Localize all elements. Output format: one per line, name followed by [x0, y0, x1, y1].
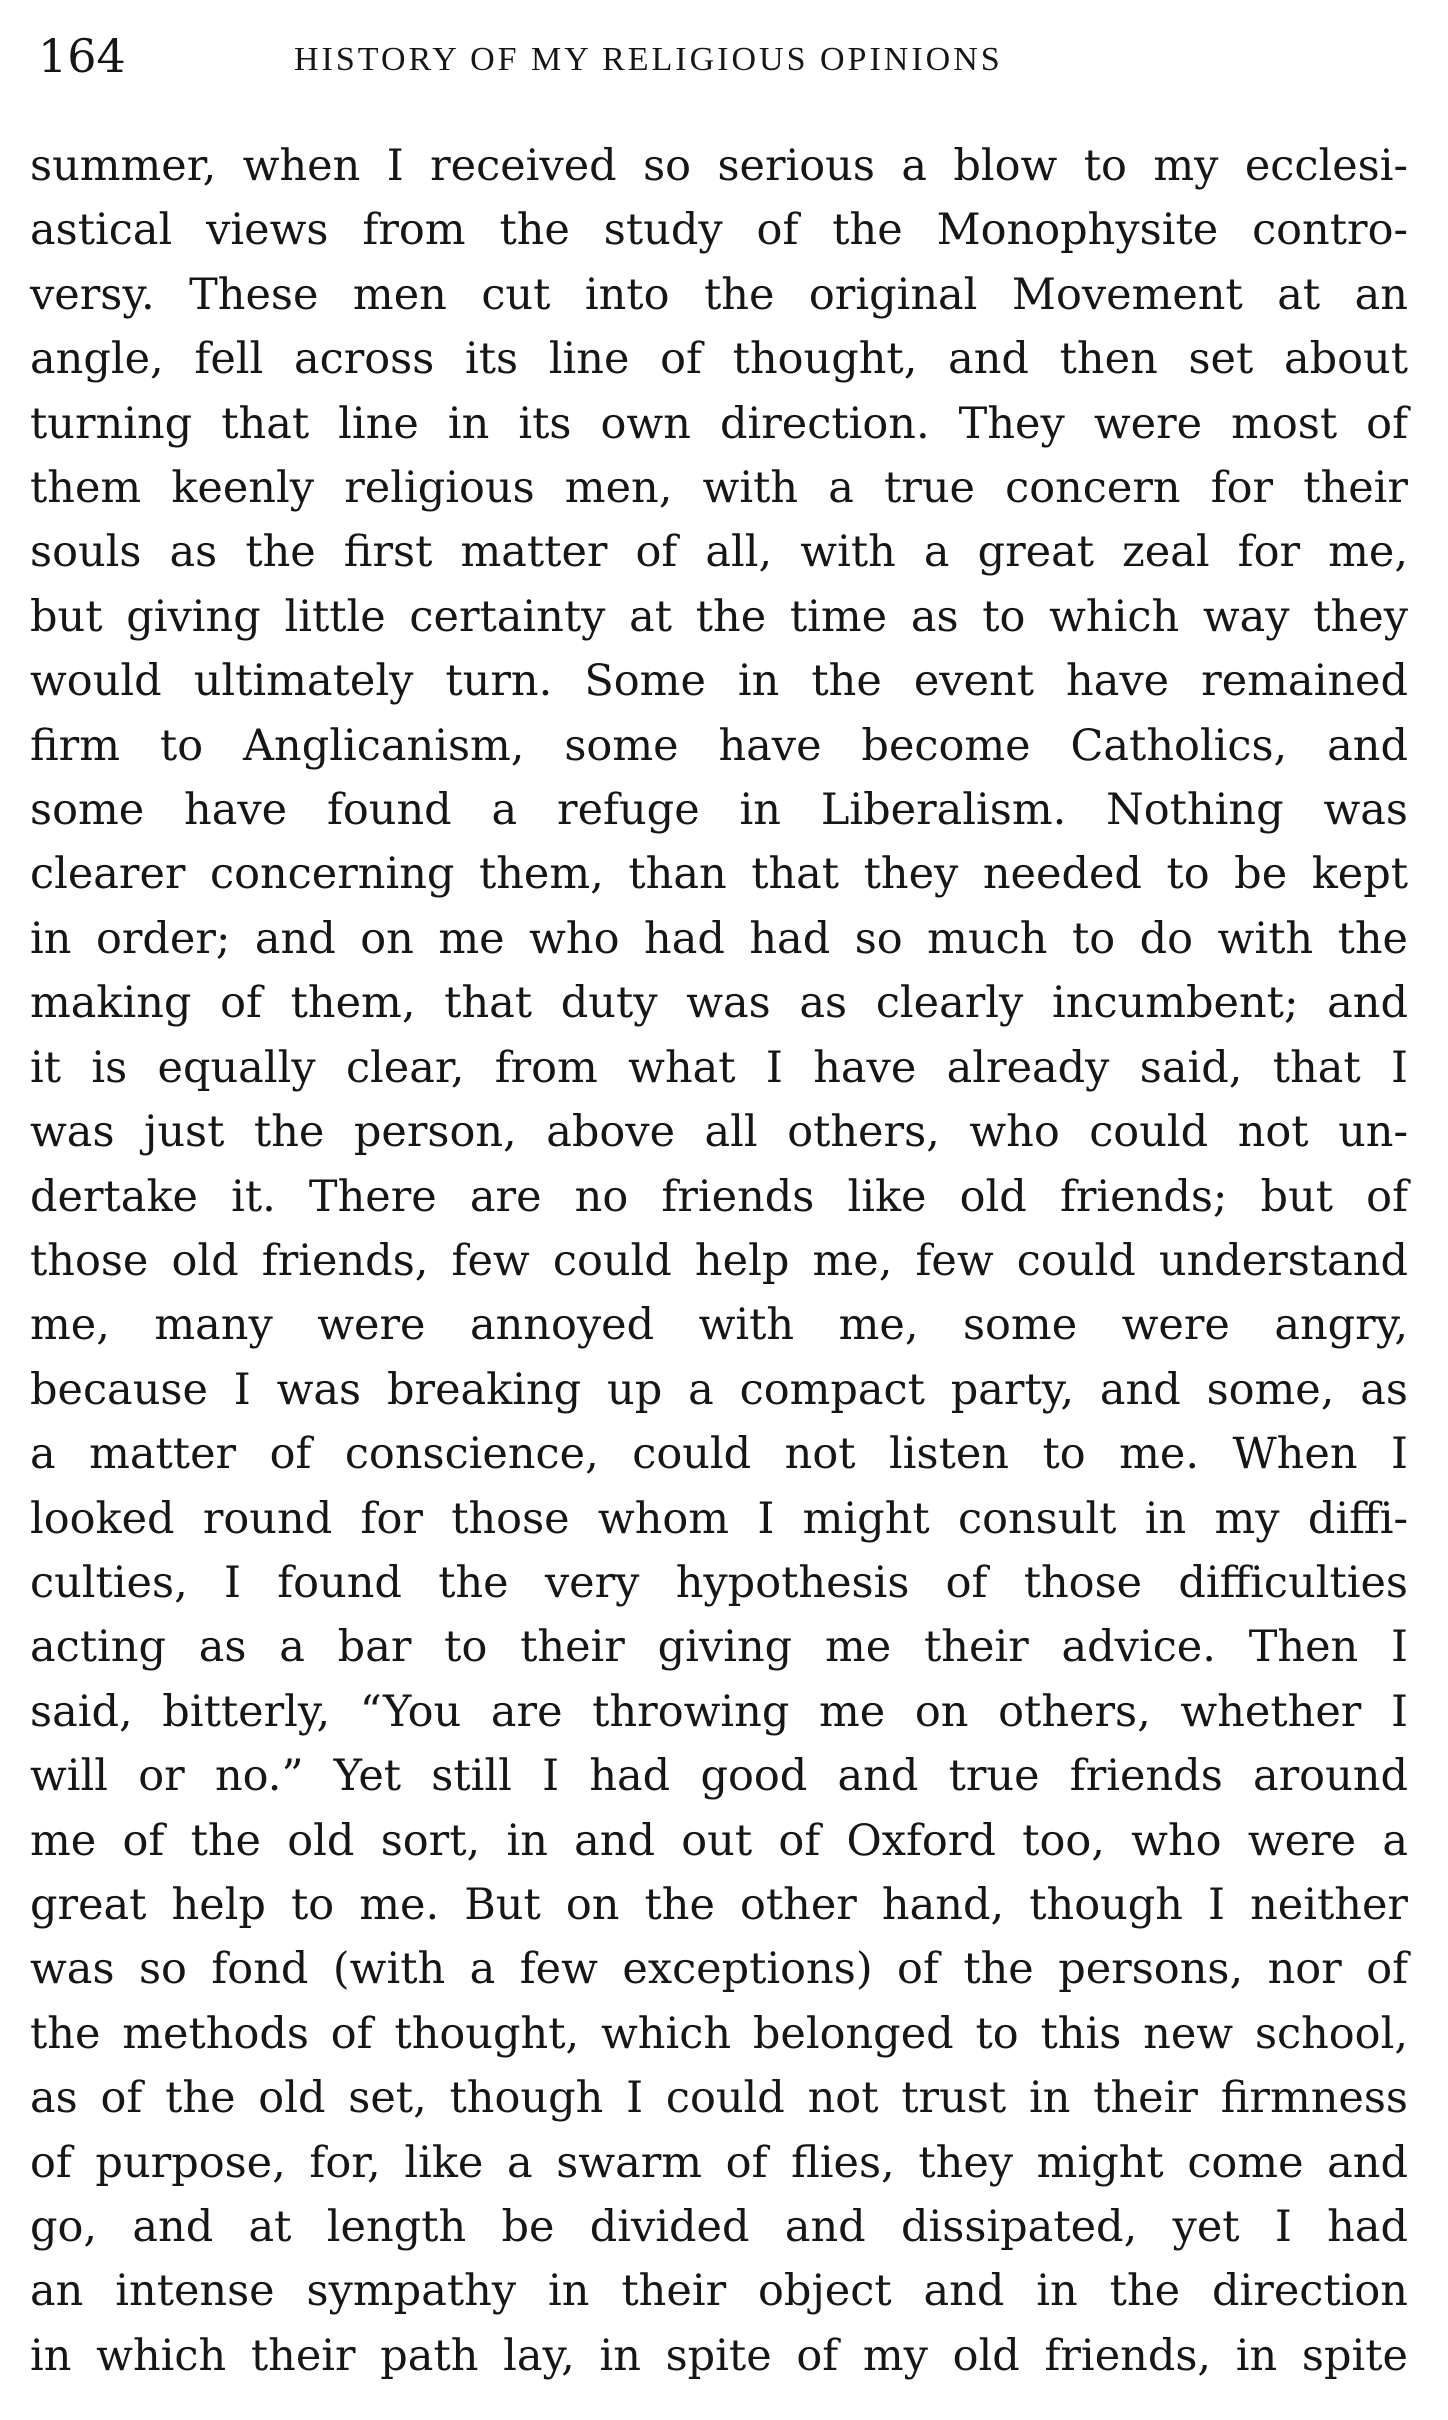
page-number: 164	[38, 29, 126, 83]
text-line: the methods of thought, which belonged to this new school,	[30, 2008, 1408, 2059]
text-line: looked round for those whom I might consult in my diffi-	[30, 1493, 1408, 1544]
text-line: an intense sympathy in their object and in the direction	[30, 2266, 1408, 2317]
text-line: in order; and on me who had had so much to do with the	[30, 913, 1408, 964]
text-line: making of them, that duty was as clearly incumbent; and	[30, 978, 1408, 1029]
text-line: summer, when I received so serious a blow to my ecclesi-	[30, 141, 1408, 191]
text-line: some have found a refuge in Liberalism. Nothing was	[30, 785, 1408, 836]
text-line: because I was breaking up a compact party, and some, as	[30, 1364, 1408, 1415]
text-line: me of the old sort, in and out of Oxford too, who were a	[30, 1815, 1408, 1866]
text-line: go, and at length be divided and dissipated, yet I had	[30, 2202, 1408, 2252]
body-text	[30, 134, 1408, 2388]
text-line: a matter of conscience, could not listen to me. When I	[30, 1429, 1408, 1480]
text-line: was just the person, above all others, who could not un-	[30, 1107, 1408, 1158]
text-line: me, many were annoyed with me, some were angry,	[30, 1300, 1408, 1351]
text-line: angle, fell across its line of thought, and then set about	[30, 334, 1408, 385]
text-line: versy. These men cut into the original Movement at an	[30, 269, 1408, 320]
text-line: those old friends, few could help me, few could understand	[30, 1235, 1408, 1286]
text-line: as of the old set, though I could not trust in their firmness	[30, 2073, 1408, 2124]
running-title: HISTORY OF MY RELIGIOUS OPINIONS	[294, 41, 1003, 78]
text-line: but giving little certainty at the time as to which way they	[30, 591, 1408, 642]
text-line: culties, I found the very hypothesis of those difficulties	[30, 1557, 1408, 1608]
text-line: great help to me. But on the other hand, though I neither	[30, 1879, 1408, 1930]
running-head	[32, 26, 1408, 86]
text-line: will or no.” Yet still I had good and true friends around	[30, 1751, 1408, 1802]
text-line: acting as a bar to their giving me their advice. Then I	[30, 1622, 1408, 1673]
text-line: in which their path lay, in spite of my old friends, in spite	[30, 2330, 1408, 2381]
text-line: was so fond (with a few exceptions) of the persons, nor of	[30, 1944, 1408, 1995]
text-line: turning that line in its own direction. They were most of	[30, 398, 1408, 449]
text-line: dertake it. There are no friends like old friends; but of	[30, 1171, 1408, 1222]
text-line: clearer concerning them, than that they needed to be kept	[30, 849, 1408, 900]
text-line: firm to Anglicanism, some have become Catholics, and	[30, 720, 1408, 771]
text-line: astical views from the study of the Monophysite contro-	[30, 205, 1408, 256]
text-line: said, bitterly, “You are throwing me on others, whether I	[30, 1686, 1408, 1737]
text-line: would ultimately turn. Some in the event have remained	[30, 656, 1408, 707]
text-line: souls as the first matter of all, with a great zeal for me,	[30, 527, 1408, 578]
text-line: it is equally clear, from what I have already said, that I	[30, 1042, 1408, 1093]
text-line: them keenly religious men, with a true concern for their	[30, 463, 1408, 514]
text-line: of purpose, for, like a swarm of flies, they might come and	[30, 2137, 1408, 2188]
